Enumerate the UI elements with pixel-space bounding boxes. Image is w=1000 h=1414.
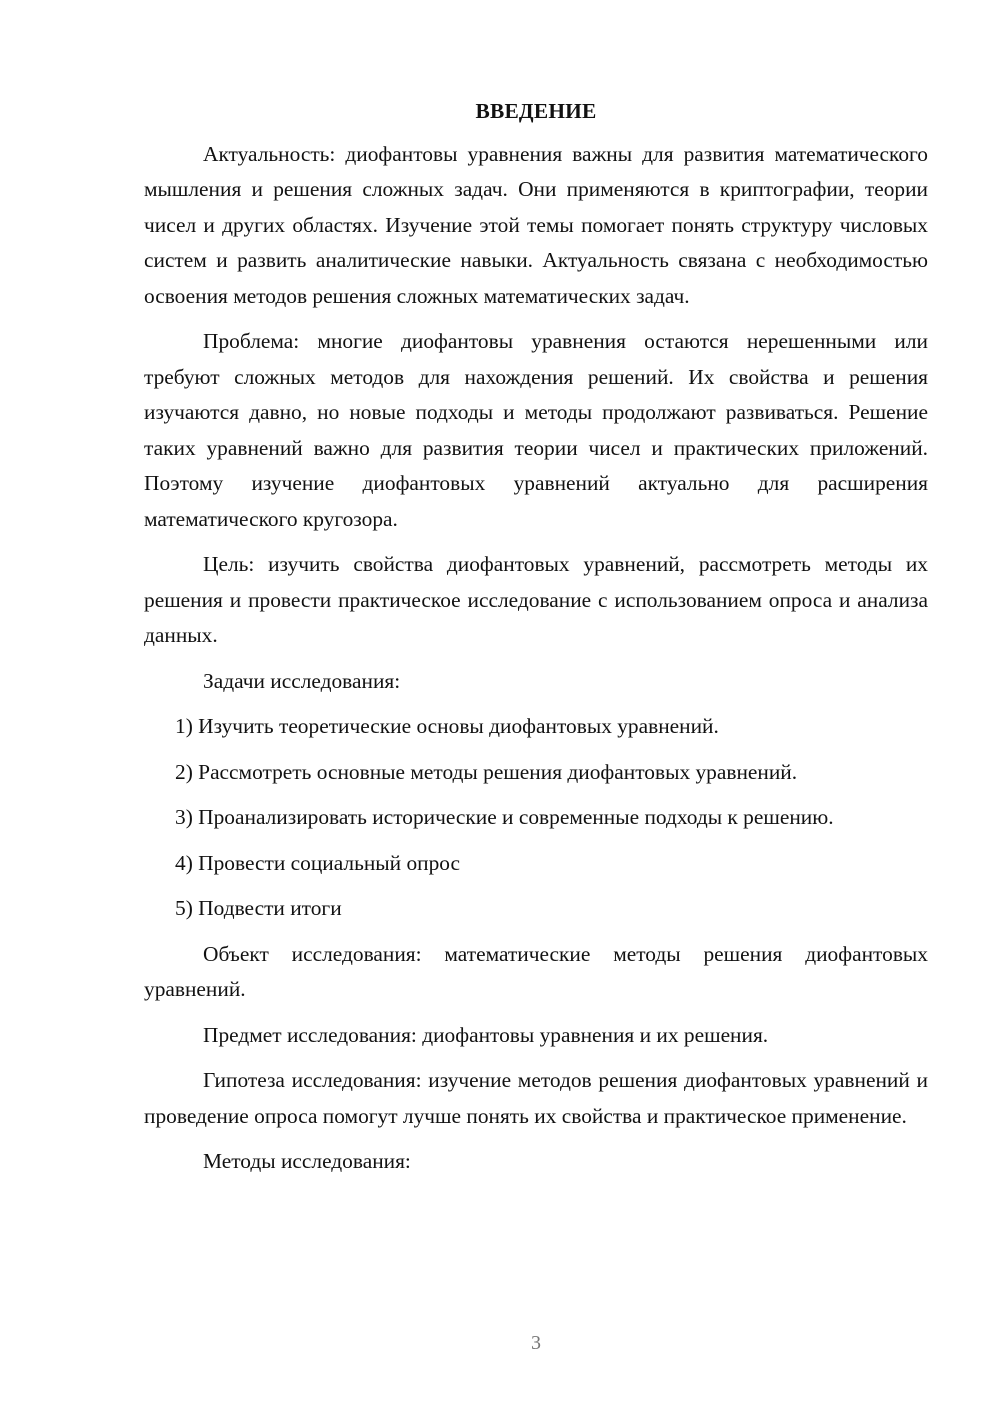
page-number: 3: [531, 1332, 541, 1354]
tasks-heading: Задачи исследования:: [203, 668, 401, 693]
section-title: ВВЕДЕНИЕ: [475, 99, 597, 123]
document-body: [144, 94, 928, 1190]
hypothesis-paragraph: Гипотеза исследования: изучение методов решения диофантовых уравнений и проведение опроса помогут лучше понять их свойства и практическое применение.: [144, 1068, 928, 1128]
task-item: 2) Рассмотреть основные методы решения диофантовых уравнений.: [175, 759, 798, 784]
subject-paragraph: Предмет исследования: диофантовы уравнения и их решения.: [203, 1022, 769, 1047]
problem-paragraph: Проблема: многие диофантовы уравнения остаются нерешенными или требуют сложных методов для нахождения решений. Их свойства и решения изучаются давно, но новые подходы и методы продолжают развиваться. Решение таких уравнений важно для развития теории чисел и практических приложений. Поэтому изучение диофантовых уравнений актуально для расширения математического кругозора.: [144, 329, 928, 531]
methods-heading: Методы исследования:: [203, 1149, 411, 1173]
goal-paragraph: Цель: изучить свойства диофантовых уравнений, рассмотреть методы их решения и провести практическое исследование с использованием опроса и анализа данных.: [144, 552, 928, 647]
task-item: 4) Провести социальный опрос: [175, 850, 461, 875]
task-item: 1) Изучить теоретические основы диофантовых уравнений.: [175, 714, 719, 738]
task-item: 3) Проанализировать исторические и современные подходы к решению.: [175, 805, 834, 829]
object-paragraph: Объект исследования: математические методы решения диофантовых уравнений.: [144, 941, 928, 1001]
task-item: 5) Подвести итоги: [175, 896, 342, 920]
relevance-paragraph: Актуальность: диофантовы уравнения важны для развития математического мышления и решения сложных задач. Они применяются в криптографии, теории чисел и других областях. Изучение этой темы помогает понять структуру числовых систем и развить аналитические навыки. Актуальность связана с необходимостью освоения методов решения сложных математических задач.: [144, 141, 928, 308]
